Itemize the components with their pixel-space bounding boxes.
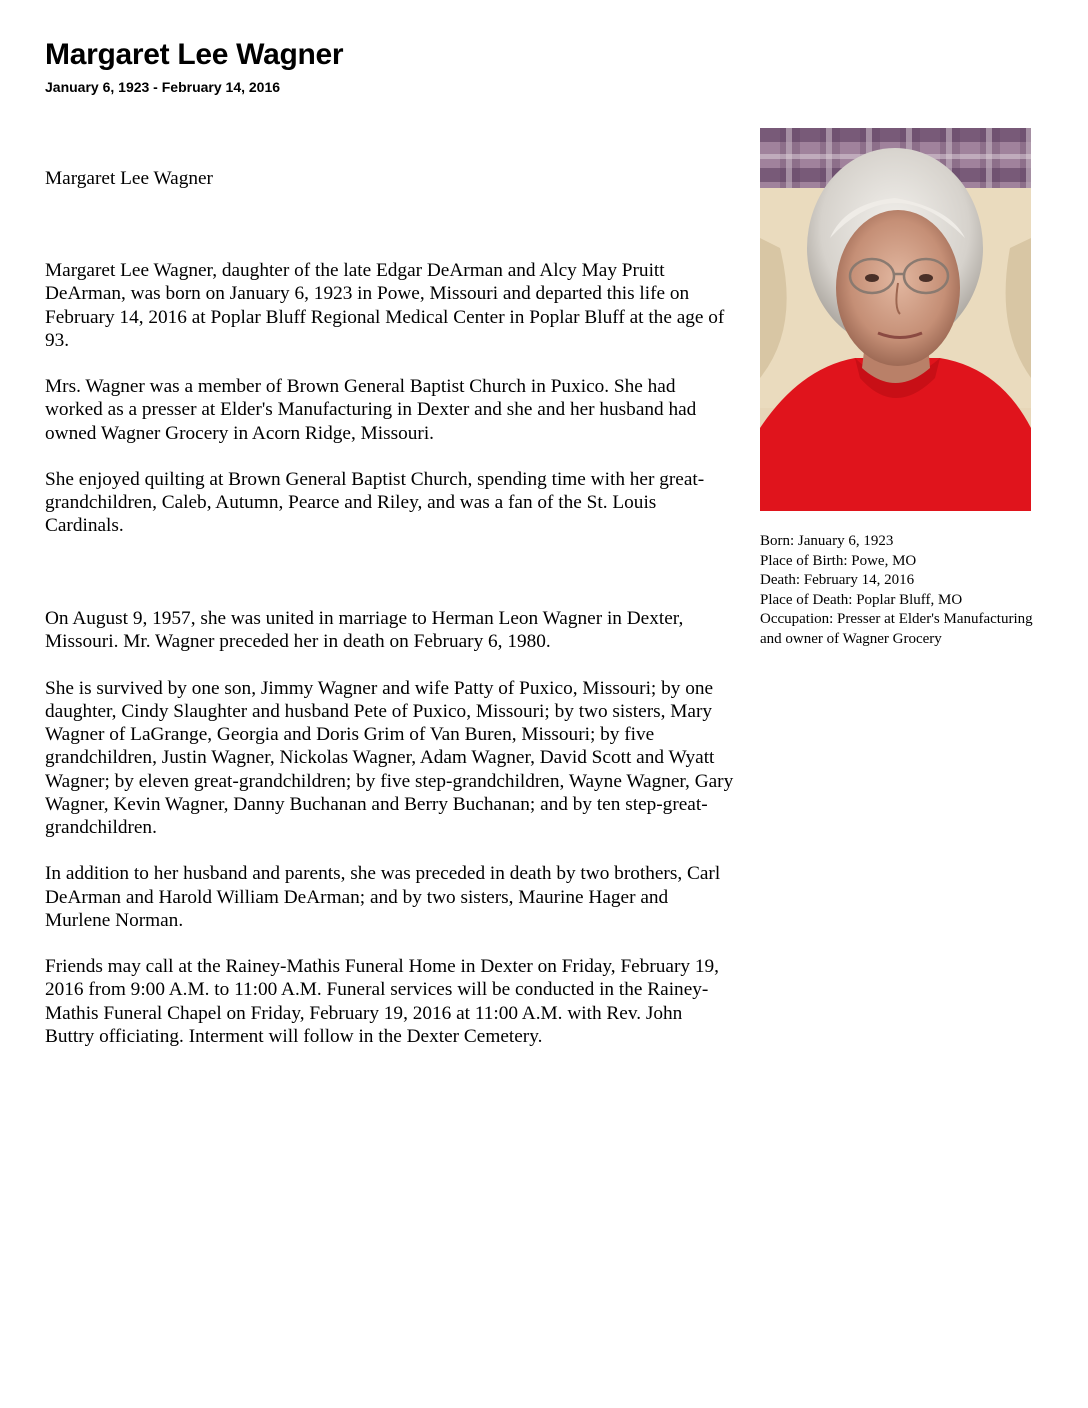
obituary-body — [45, 167, 735, 1071]
paragraph-interests: She enjoyed quilting at Brown General Baptist Church, spending time with her great-grandchildren, Caleb, Autumn, Pearce and Riley, and was a fan of the St. Louis Cardinals. — [45, 469, 705, 537]
vital-facts — [760, 532, 1040, 650]
paragraph-survivors: She is survived by one son, Jimmy Wagner and wife Patty of Puxico, Missouri; by one daughter, Cindy Slaughter and husband Pete of Puxico, Missouri; by two sisters, Mary Wagner of LaGrange, Georgia and Doris Grim of Van Buren, Missouri; by five grandchildren, Justin Wagner, Nickolas Wagner, Adam Wagner, David Scott and Wyatt Wagner; by eleven great-grandchildren; by five step-grandchildren, Wayne Wagner, Gary Wagner, Kevin Wagner, Danny Buchanan and Berry Buchanan; and by ten step-great-grandchildren. — [45, 677, 734, 839]
portrait-photo — [760, 128, 1031, 511]
death-fact: Death: February 14, 2016 — [760, 572, 915, 589]
portrait-illustration — [760, 128, 1031, 511]
paragraph-career: Mrs. Wagner was a member of Brown General Baptist Church in Puxico. She had worked as a presser at Elder's Manufacturing in Dexter and she and her husband had owned Wagner Grocery in Acorn Ridge, Missouri. — [45, 376, 697, 444]
birthplace-fact: Place of Birth: Powe, MO — [760, 552, 917, 569]
paragraph-marriage: On August 9, 1957, she was united in marriage to Herman Leon Wagner in Dexter, Missouri. Mr. Wagner preceded her in death on February 6, 1980. — [45, 608, 684, 653]
life-dates: January 6, 1923 - February 14, 2016 — [45, 79, 281, 95]
paragraph-preceded: In addition to her husband and parents, she was preceded in death by two brothers, Carl DeArman and Harold William DeArman; and by two sisters, Maurine Hager and Murlene Norman. — [45, 863, 721, 931]
paragraph-family: Margaret Lee Wagner, daughter of the late Edgar DeArman and Alcy May Pruitt DeArman, was born on January 6, 1923 in Powe, Missouri and departed this life on February 14, 2016 at Poplar Bluff Regional Medical Center in Poplar Bluff at the age of 93. — [45, 260, 725, 351]
subheading: Margaret Lee Wagner — [45, 168, 213, 189]
deathplace-fact: Place of Death: Poplar Bluff, MO — [760, 591, 963, 608]
paragraph-services: Friends may call at the Rainey-Mathis Funeral Home in Dexter on Friday, February 19, 2016 from 9:00 A.M. to 11:00 A.M. Funeral services will be conducted in the Rainey-Mathis Funeral Chapel on Friday, February 19, 2016 at 11:00 A.M. with Rev. John Buttry officiating. Interment will follow in the Dexter Cemetery. — [45, 956, 719, 1047]
born-fact: Born: January 6, 1923 — [760, 533, 894, 549]
page-title: Margaret Lee Wagner — [45, 38, 344, 71]
occupation-fact: Occupation: Presser at Elder's Manufacturing and owner of Wagner Grocery — [760, 611, 1033, 647]
